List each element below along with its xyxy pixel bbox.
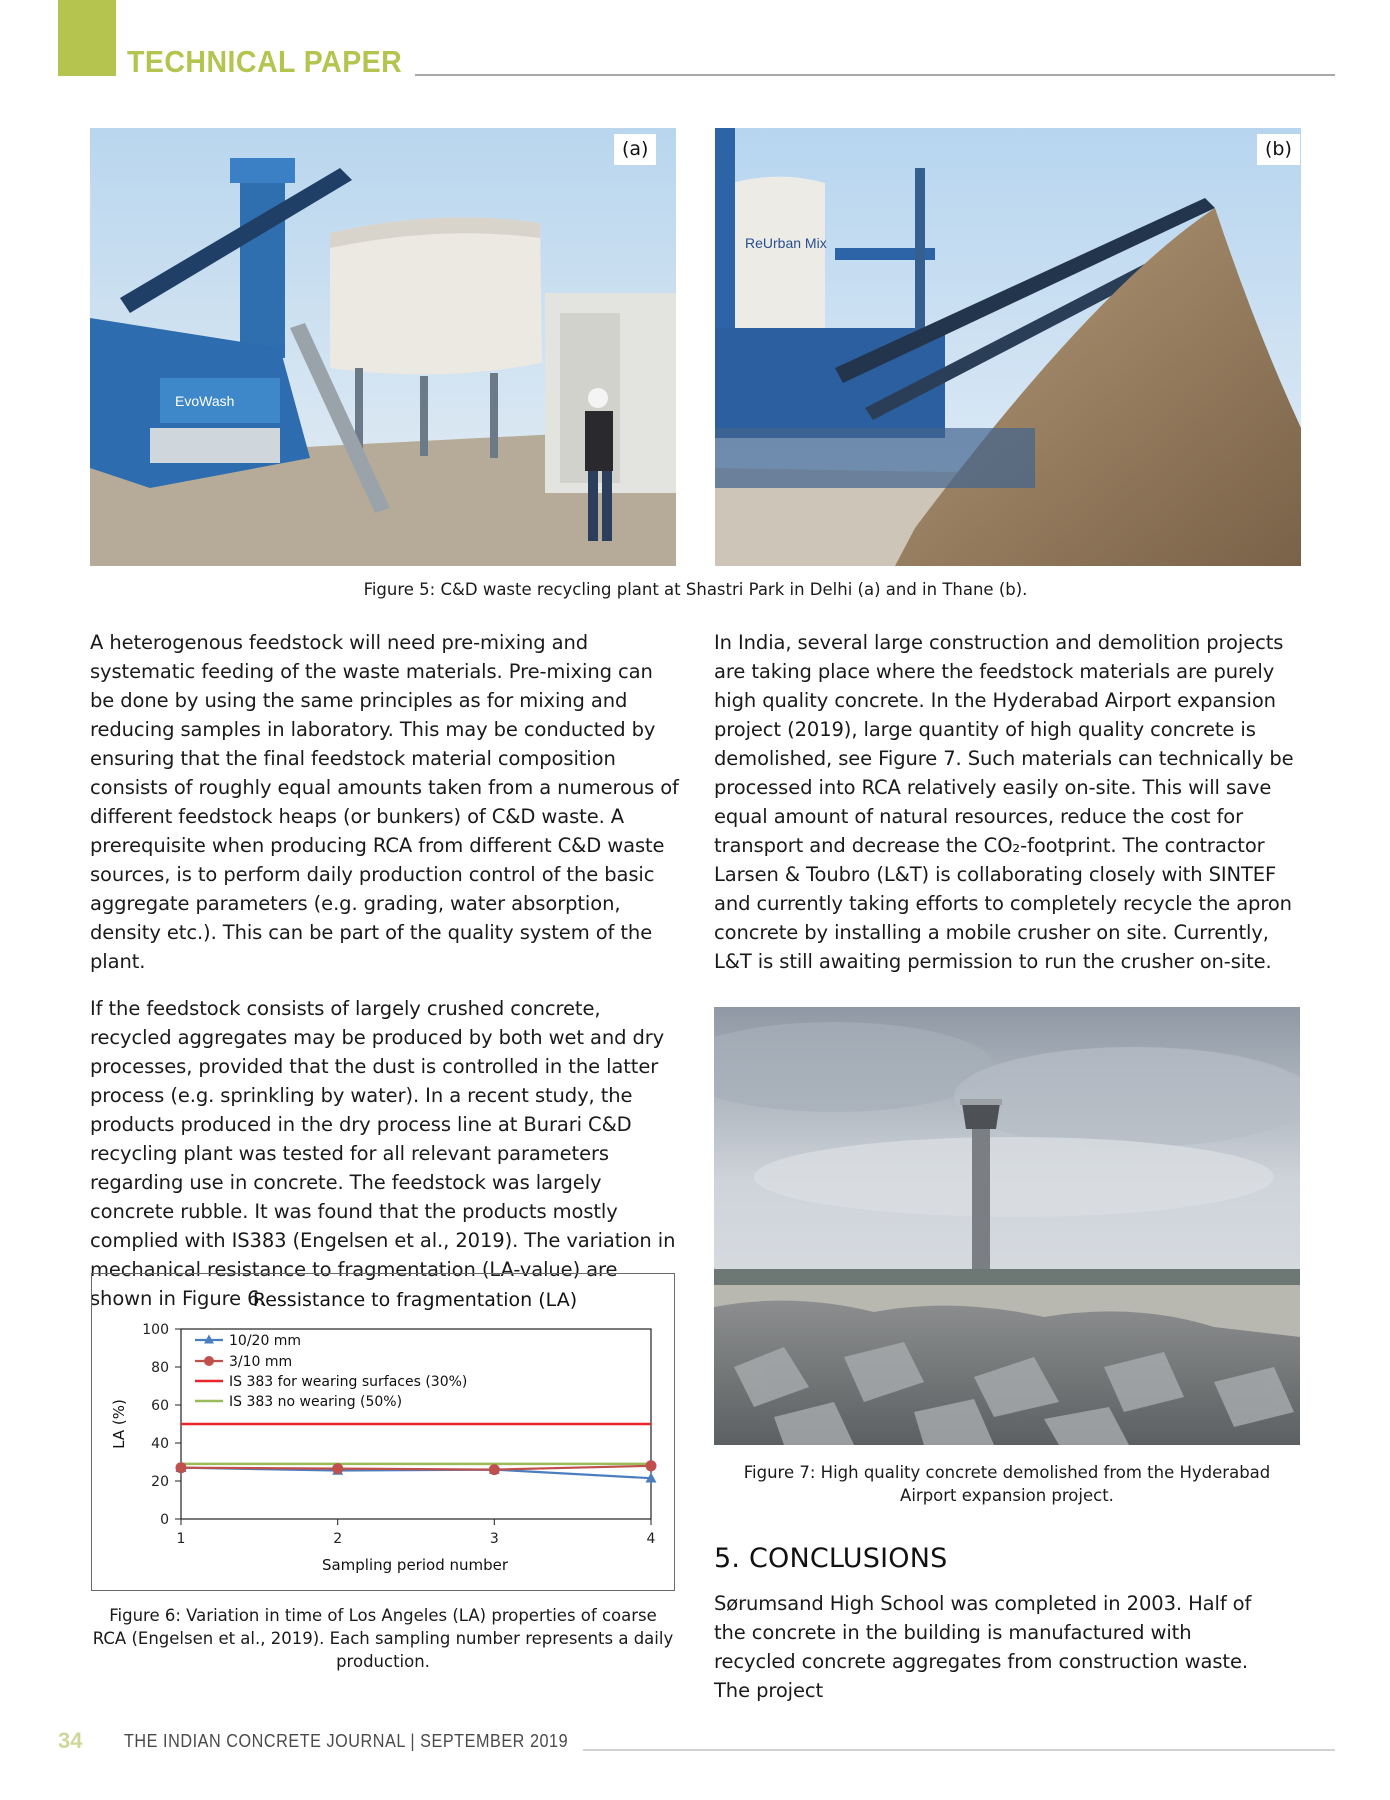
conclusions-text [714,1589,1254,1723]
evowash-sign: EvoWash [175,393,235,409]
header-divider [415,74,1335,76]
y-axis-label: LA (%) [110,1399,128,1449]
journal-footer: THE INDIAN CONCRETE JOURNAL | SEPTEMBER 2019 [124,1731,569,1751]
figure6-chart [91,1273,675,1591]
footer-divider [583,1749,1335,1751]
panel-b-label: (b) [1257,134,1300,165]
svg-text:3: 3 [489,1531,499,1547]
svg-text:2: 2 [333,1531,343,1547]
chart-legend [195,1333,467,1410]
figure7-photo [714,1007,1300,1445]
section-label: TECHNICAL PAPER [127,44,403,79]
legend-10-20mm: 10/20 mm [229,1333,302,1349]
conclusions-heading: 5. CONCLUSIONS [714,1543,948,1574]
header-accent-block [58,0,116,76]
recycling-plant-thane-image [715,128,1301,566]
svg-text:100: 100 [142,1322,169,1338]
right-column-text [714,628,1304,994]
legend-is383-wearing: IS 383 for wearing surfaces (30%) [229,1374,468,1390]
left-column-text [90,628,680,1331]
svg-text:0: 0 [160,1512,169,1528]
airport-concrete-rubble-image [714,1007,1300,1445]
svg-text:1: 1 [176,1531,186,1547]
figure5-caption: Figure 5: C&D waste recycling plant at Shastri Park in Delhi (a) and in Thane (b). [363,580,1028,599]
chart-title: Ressistance to fragmentation (LA) [252,1289,578,1311]
reurban-sign: ReUrban Mix [745,235,827,251]
paragraph-hyderabad-airport: In India, several large construction and demolition projects are taking place where the feedstock materials are purely high quality concrete. In the Hyderabad Airport expansion project (2019), large quantity of high quality concrete is demolished, see Figure 7. Such materials can technically be processed into RCA relatively easily on-site. This will save equal amount of natural resources, reduce the cost for transport and decrease the CO₂-footprint. The contractor Larsen & Toubro (L&T) is collaborating closely with SINTEF and currently taking efforts to completely recycle the apron concrete by installing a mobile crusher on site. Currently, L&T is still awaiting permission to run the crusher on-site. [714,631,1294,973]
legend-is383-no-wearing: IS 383 no wearing (50%) [229,1394,403,1410]
svg-text:80: 80 [151,1360,169,1376]
svg-text:40: 40 [151,1436,169,1452]
page-number: 34 [58,1728,83,1753]
svg-text:60: 60 [151,1398,169,1414]
paragraph-feedstock-premixing: A heterogenous feedstock will need pre-mixing and systematic feeding of the waste materials. Pre-mixing can be done by using the same principles as for mixing and reducing samples in laboratory. This may be conducted by ensuring that the final feedstock material composition consists of roughly equal amounts taken from a numerous of different feedstock heaps (or bunkers) of C&D waste. A prerequisite when producing RCA from different C&D waste sources, is to perform daily production control of the basic aggregate parameters (e.g. grading, water absorption, density etc.). This can be part of the quality system of the plant. [90,631,679,973]
panel-a-label: (a) [614,134,656,165]
x-axis-ticks [177,1519,656,1547]
figure7-caption: Figure 7: High quality concrete demolished from the Hyderabad Airport expansion project. [743,1463,1271,1505]
x-axis-label: Sampling period number [321,1556,509,1574]
recycling-plant-delhi-image [90,128,676,566]
svg-text:4: 4 [646,1531,656,1547]
paragraph-dry-process: If the feedstock consists of largely crushed concrete, recycled aggregates may be produced by both wet and dry processes, provided that the dust is controlled in the latter process (e.g. sprinkling by water). In a recent study, the products produced in the dry process line at Burari C&D recycling plant was tested for all relevant parameters regarding use in concrete. The feedstock was largely concrete rubble. It was found that the products mostly complied with IS383 (Engelsen et al., 2019). The variation in mechanical resistance to fragmentation (LA-value) are shown in Figure 6. [90,997,676,1310]
legend-3-10mm: 3/10 mm [229,1354,293,1370]
figure6-caption: Figure 6: Variation in time of Los Angeles (LA) properties of coarse RCA (Engelsen et al., 2019). Each sampling number represents a daily production. [92,1606,674,1671]
svg-text:20: 20 [151,1474,169,1490]
la-line-chart [91,1273,675,1591]
figure5-photo-a [90,128,676,566]
series-3-10mm-line [181,1466,651,1470]
y-axis-ticks [142,1322,181,1528]
figure5-photo-b [715,128,1301,566]
paragraph-sorumsand: Sørumsand High School was completed in 2003. Half of the concrete in the building is manufactured with recycled concrete aggregates from construction waste. The project [714,1592,1252,1702]
